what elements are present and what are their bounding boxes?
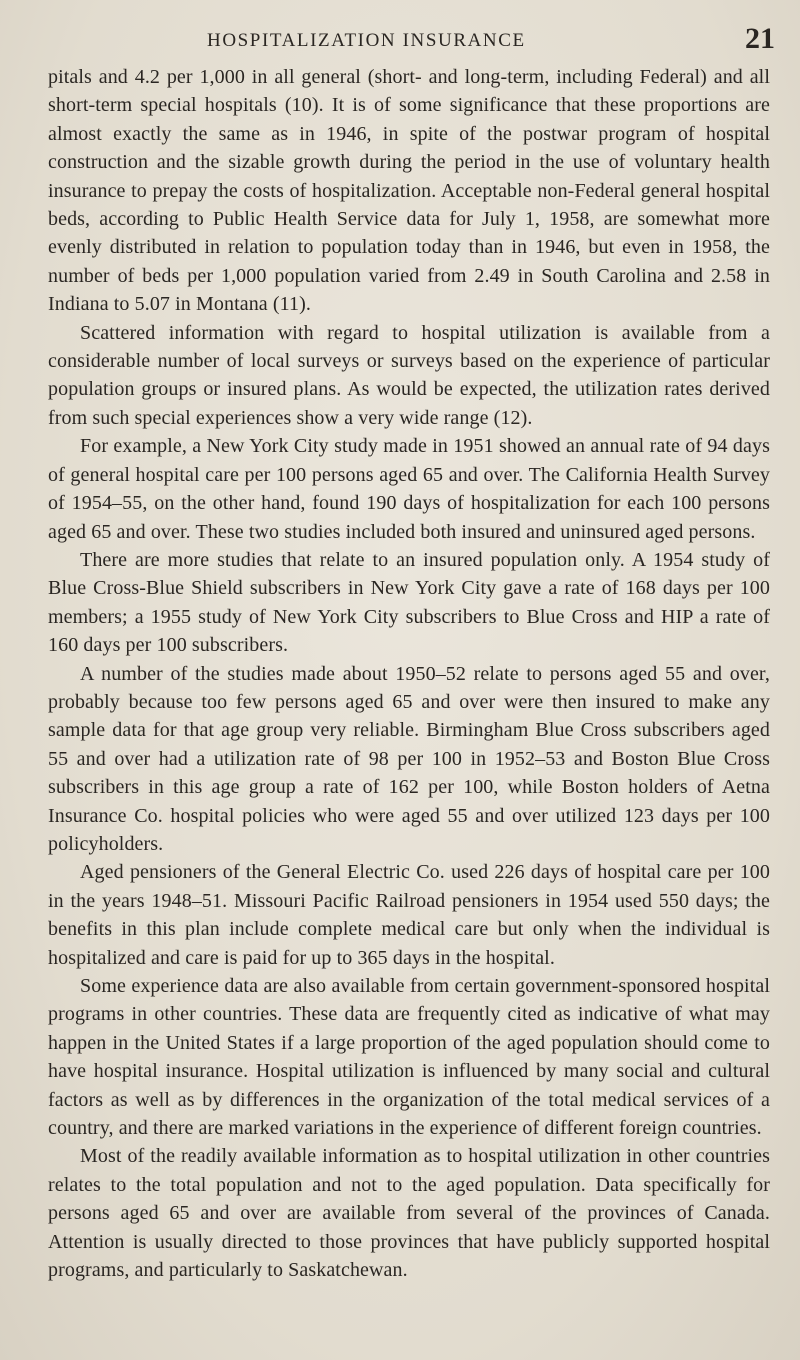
paragraph-other-countries: Some experience data are also available from certain government-sponsored hospital programs in other countries. These data are frequently cited as indicative of what may happen in the United States if a large proportion of the aged population should come to have hospital insurance. Hospital utilization is influenced by many social and cultural factors as well as by differences in the organization of the total medical services of a country, and there are marked variations in the experience of different foreign countries. [48, 975, 770, 1140]
paragraph-aged-55-studies: A number of the studies made about 1950–52 relate to persons aged 55 and over, probably because too few persons aged 65 and over were then insured to make any sample data for that age group very reliable. Birmingham Blue Cross subscribers aged 55 and over had a utilization rate of 98 per 100 in 1952–53 and Boston Blue Cross subscribers in this age group a rate of 162 per 100, while Boston holders of Aetna Insurance Co. hospital policies who were aged 55 and over utilized 123 days per 100 policyholders. [48, 662, 770, 855]
paragraph-canada: Most of the readily available information as to hospital utilization in other countries relates to the total population and not to the aged population. Data specifically for persons aged 65 and over are available from several of the provinces of Canada. Attention is usually directed to those provinces that have publicly supported hospital programs, and particularly to Saskatchewan. [48, 1145, 770, 1282]
paragraph-new-york-california: For example, a New York City study made in 1951 showed an annual rate of 94 days of general hospital care per 100 persons aged 65 and over. The California Health Survey of 1954–55, on the other hand, found 190 days of hospitalization for each 100 persons aged 65 and over. These two studies included both insured and uninsured aged persons. [48, 435, 770, 543]
paragraph-pensioners: Aged pensioners of the General Electric Co. used 226 days of hospital care per 100 in the years 1948–51. Missouri Pacific Railroad pensioners in 1954 used 550 days; the benefits in this plan include complete medical care but only when the individual is hospitalized and care is paid for up to 365 days in the hospital. [48, 861, 770, 969]
running-title: HOSPITALIZATION INSURANCE [207, 30, 526, 51]
body-text [48, 63, 770, 1284]
paragraph-continuation: pitals and 4.2 per 1,000 in all general (short- and long-term, including Federal) and all short-term special hospitals (10). It is of some significance that these proportions are almost exactly the same as in 1946, in spite of the postwar program of hospital construction and the sizable growth during the period in the use of voluntary health insurance to prepay the costs of hospitalization. Acceptable non-Federal general hospital beds, according to Public Health Service data for July 1, 1958, are somewhat more evenly distributed in relation to population today than in 1946, but even in 1958, the number of beds per 1,000 population varied from 2.49 in South Carolina and 2.58 in Indiana to 5.07 in Montana (11). [48, 66, 770, 316]
page-number: 21 [745, 22, 775, 55]
paragraph-insured-population: There are more studies that relate to an insured population only. A 1954 study of Blue Cross-Blue Shield subscribers in New York City gave a rate of 168 days per 100 members; a 1955 study of New York City subscribers to Blue Cross and HIP a rate of 160 days per 100 subscribers. [48, 548, 770, 657]
paragraph-scattered-information: Scattered information with regard to hospital utilization is available from a considerable number of local surveys or surveys based on the experience of particular population groups or insured plans. As would be expected, the utilization rates derived from such special experiences show a very wide range (12). [48, 321, 770, 429]
running-header [0, 22, 800, 62]
